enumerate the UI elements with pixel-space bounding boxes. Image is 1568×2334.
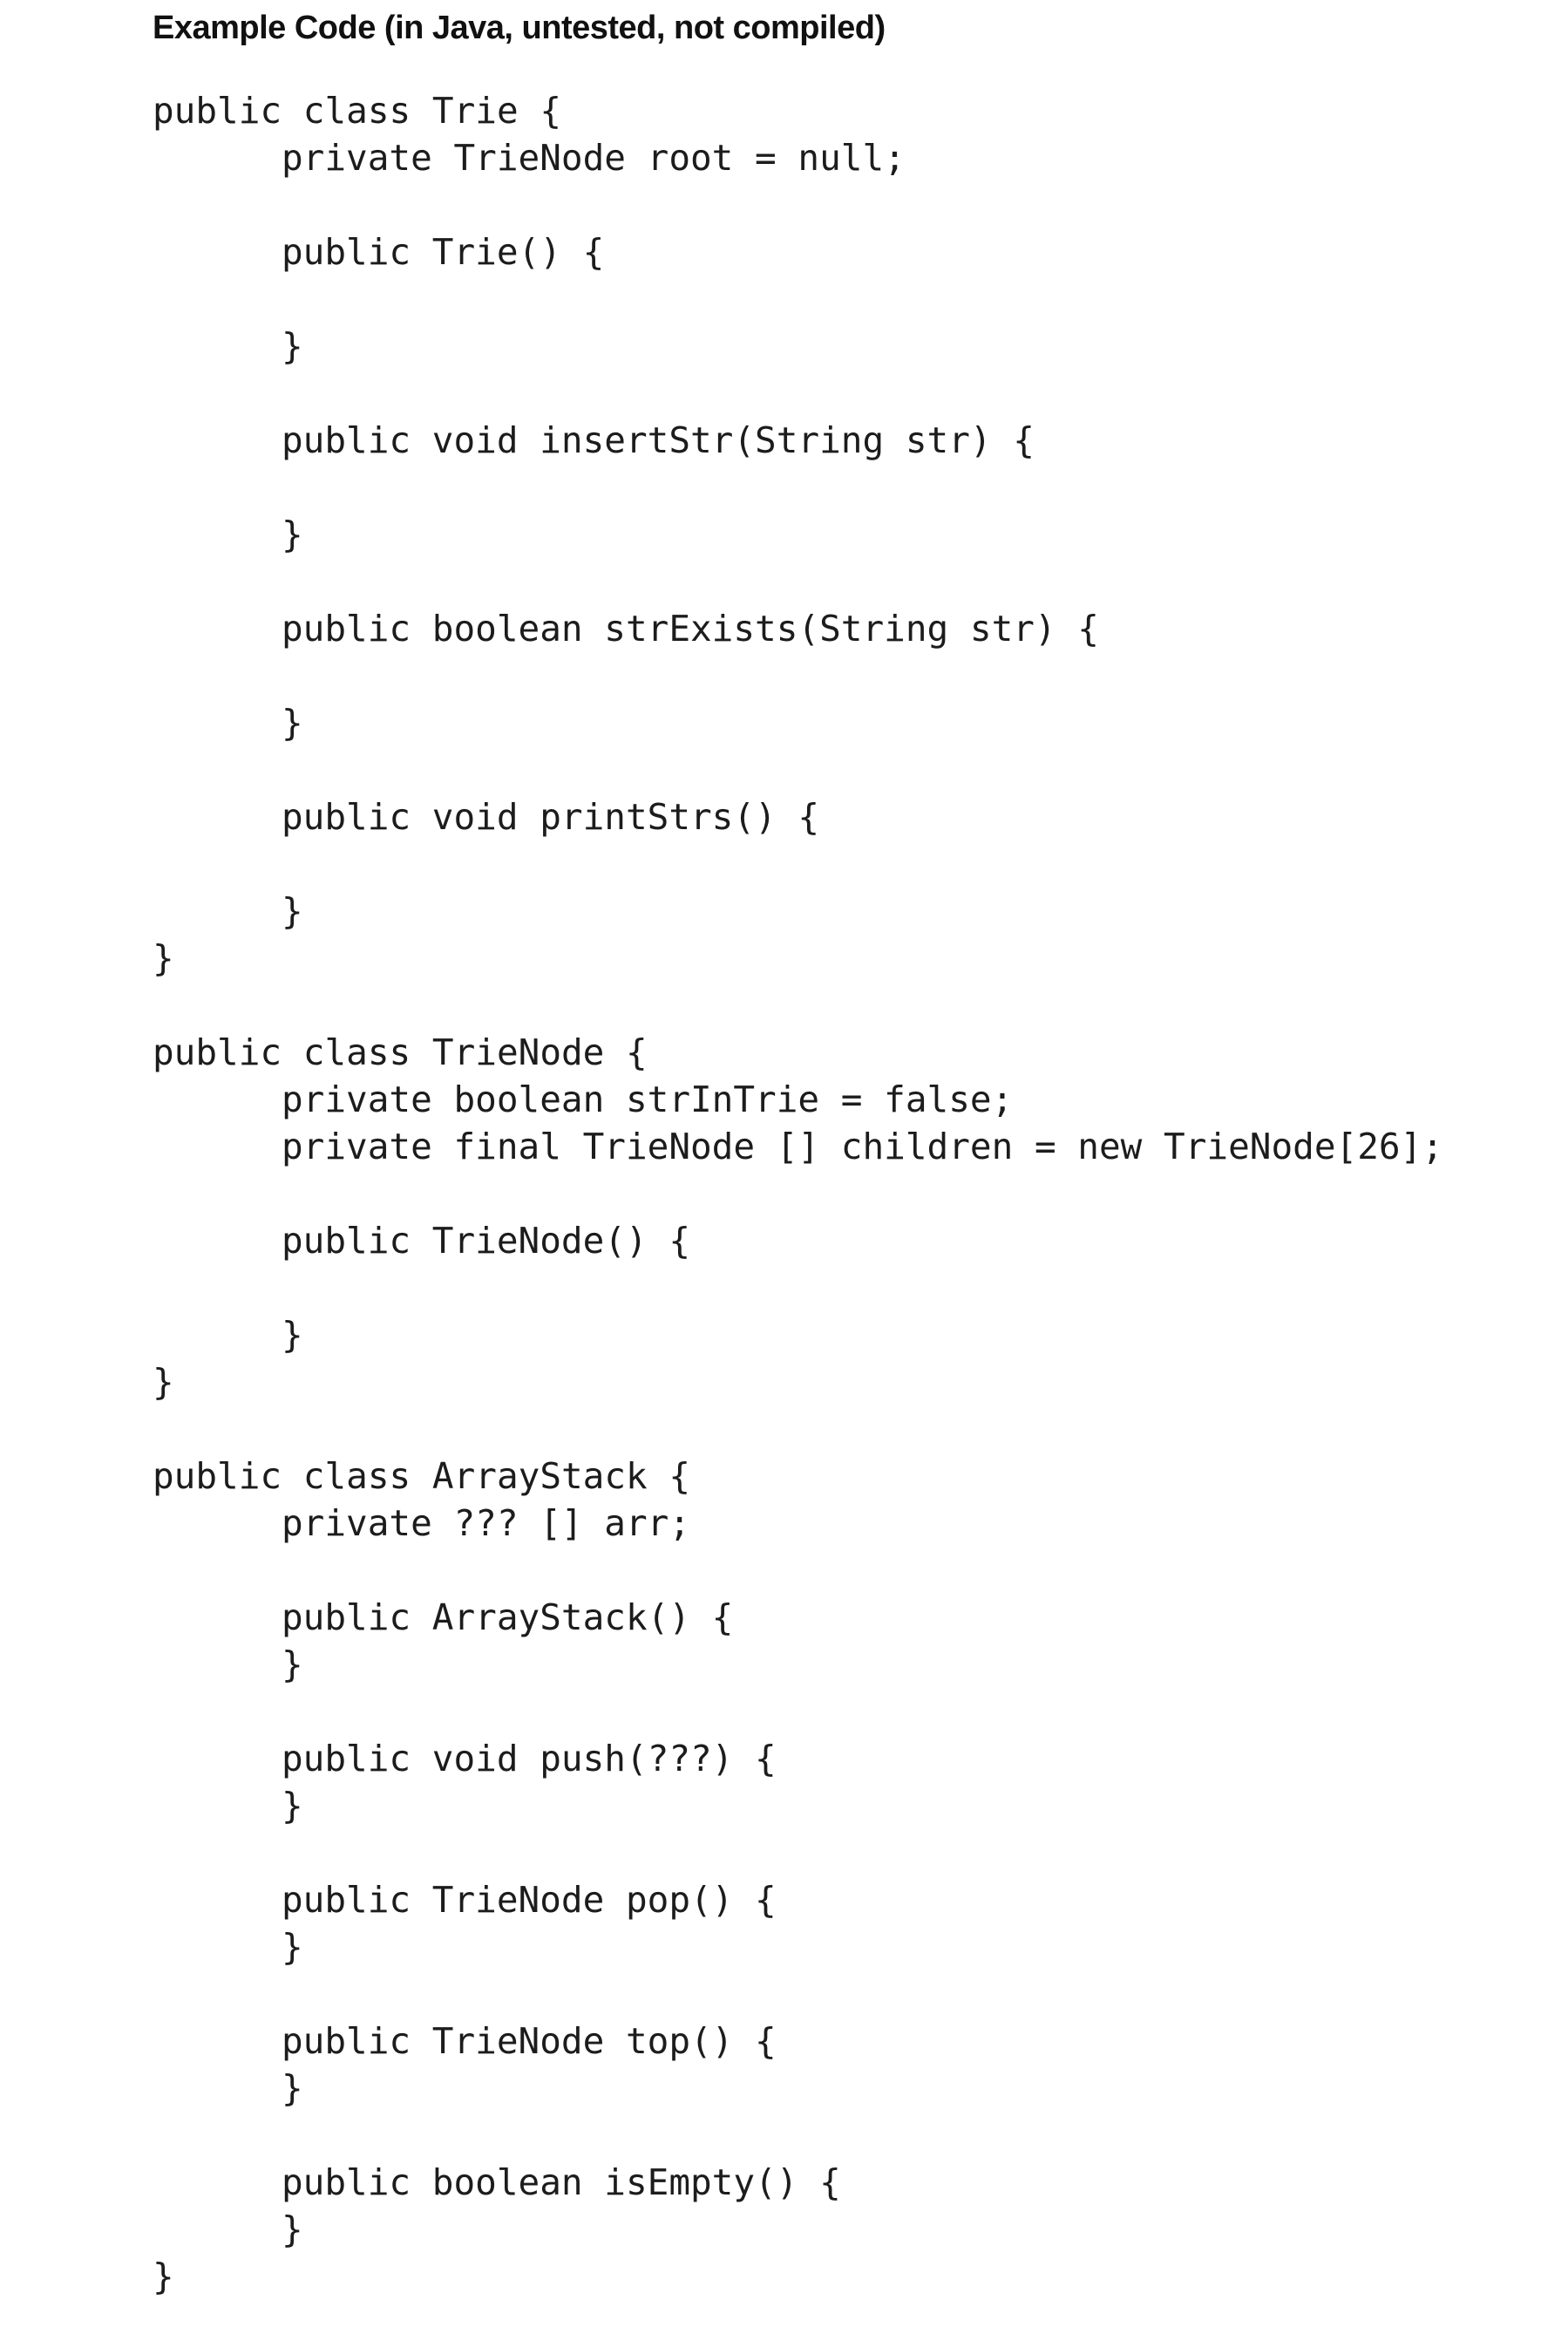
code-line	[153, 1829, 1542, 1876]
code-line: private boolean strInTrie = false;	[282, 1079, 1014, 1120]
code-line: private TrieNode root = null;	[282, 137, 906, 179]
code-line: public void printStrs() {	[282, 796, 820, 838]
code-line	[153, 1970, 1542, 2018]
code-line	[153, 370, 1542, 417]
code-line: public class Trie {	[153, 90, 561, 132]
code-line: public void insertStr(String str) {	[282, 419, 1035, 461]
code-line: public ArrayStack() {	[282, 1596, 734, 1638]
code-line: public boolean isEmpty() {	[282, 2161, 841, 2203]
code-line: }	[282, 514, 303, 555]
code-line	[153, 2112, 1542, 2159]
code-line: }	[282, 1926, 303, 1968]
code-line: public TrieNode pop() {	[282, 1879, 777, 1921]
code-line: }	[282, 325, 303, 367]
code-line: }	[153, 937, 174, 979]
code-line: }	[282, 1643, 303, 1685]
code-line: private ??? [] arr;	[282, 1502, 690, 1544]
code-line	[153, 1170, 1542, 1217]
code-line: public class TrieNode {	[153, 1031, 648, 1073]
code-line: }	[282, 890, 303, 932]
code-line: }	[282, 1314, 303, 1356]
code-line: }	[282, 2208, 303, 2250]
code-line	[153, 1405, 1542, 1453]
code-line	[153, 464, 1542, 511]
code-line: }	[282, 702, 303, 744]
code-line: private final TrieNode [] children = new TrieNode[26];	[282, 1126, 1443, 1167]
code-line: }	[282, 1785, 303, 1827]
code-line	[153, 276, 1542, 323]
code-line: public class ArrayStack {	[153, 1455, 691, 1497]
code-line: public TrieNode() {	[282, 1220, 690, 1262]
code-line	[153, 181, 1542, 228]
code-line: public boolean strExists(String str) {	[282, 608, 1099, 650]
code-line	[153, 652, 1542, 699]
code-line: public void push(???) {	[282, 1738, 777, 1779]
code-line	[153, 840, 1542, 888]
code-line: }	[282, 2067, 303, 2109]
code-block	[153, 87, 1542, 2300]
code-line	[153, 1688, 1542, 1735]
code-line	[153, 1547, 1542, 1594]
code-line	[153, 1264, 1542, 1311]
code-line: public TrieNode top() {	[282, 2020, 777, 2062]
code-line	[153, 746, 1542, 793]
code-line	[153, 982, 1542, 1029]
code-line: }	[153, 1361, 174, 1403]
code-line	[153, 558, 1542, 605]
code-line: }	[153, 2256, 174, 2297]
section-heading: Example Code (in Java, untested, not compiled)	[153, 10, 886, 46]
code-line: public Trie() {	[282, 231, 605, 273]
